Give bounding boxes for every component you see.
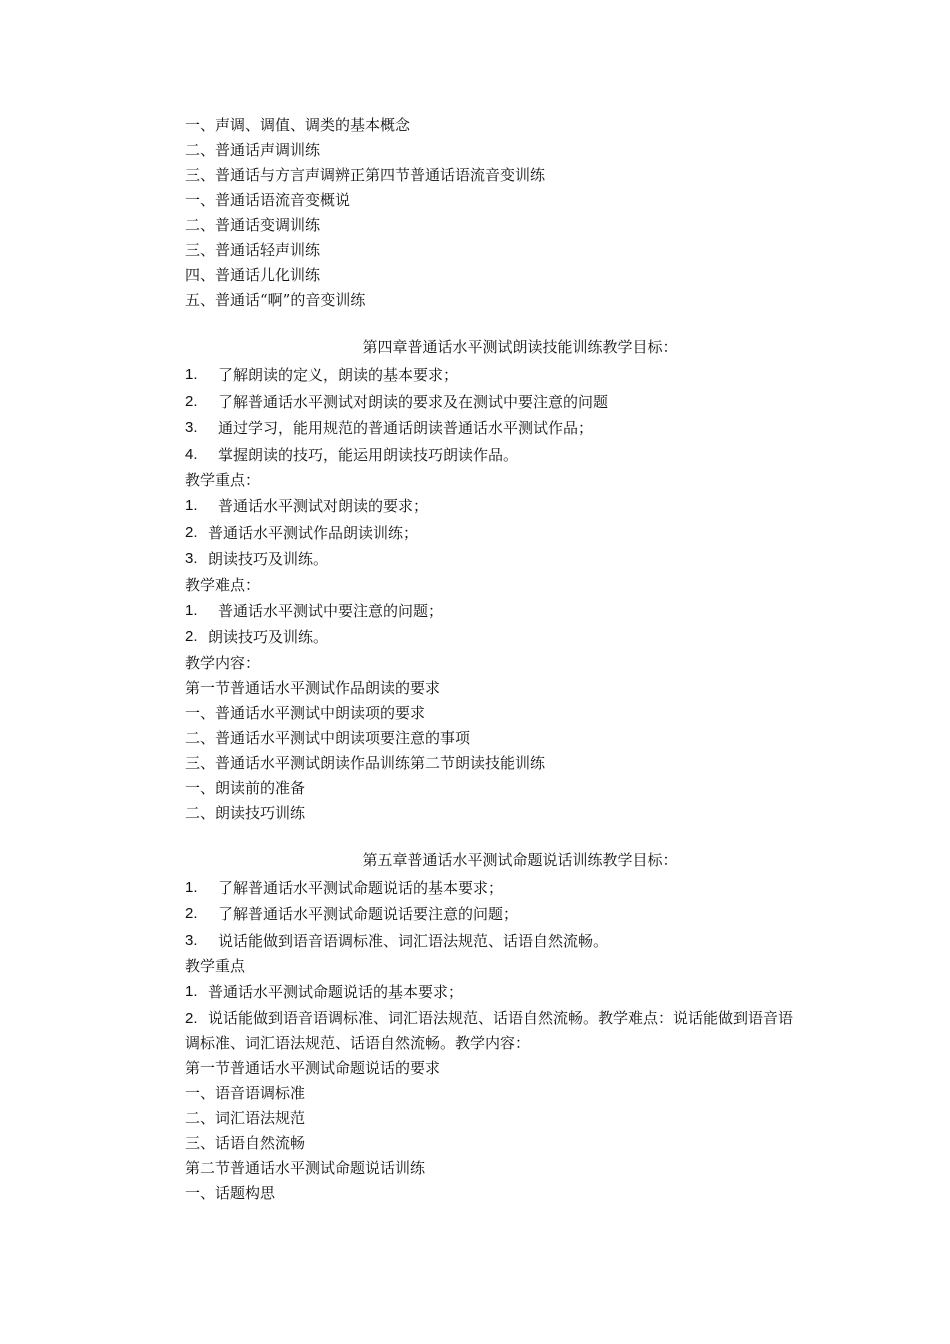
item-number: 2. xyxy=(185,905,198,922)
list-item: 第二节普通话水平测试命题说话训练 xyxy=(185,1158,426,1177)
item-text: 了解普通话水平测试命题说话要注意的问题； xyxy=(218,905,519,923)
list-item: 三、话语自然流畅 xyxy=(185,1133,306,1152)
chapter5-goals xyxy=(185,875,815,955)
list-item: 第一节普通话水平测试命题说话的要求 xyxy=(185,1058,441,1077)
item-text: 了解朗读的定义，朗读的基本要求； xyxy=(218,366,459,384)
item-number: 2. xyxy=(185,628,198,645)
list-item xyxy=(185,389,815,416)
list-item xyxy=(185,598,815,625)
list-item xyxy=(185,415,815,442)
list-item: 一、朗读前的准备 xyxy=(185,778,306,797)
list-item xyxy=(185,875,815,902)
item-text: 朗读技巧及训练。 xyxy=(208,550,329,568)
item-number: 4. xyxy=(185,445,198,463)
list-item: 一、声调、调值、调类的基本概念 xyxy=(185,116,411,134)
chapter4-goals xyxy=(185,362,815,468)
item-number: 3. xyxy=(185,419,198,436)
list-item xyxy=(185,546,815,573)
document-body xyxy=(185,113,815,1206)
item-text: 普通话水平测试作品朗读训练； xyxy=(208,523,419,542)
item-number: 2. xyxy=(185,392,198,410)
chapter4-key-points xyxy=(185,493,815,573)
wrapped-paragraph xyxy=(185,1006,805,1056)
key-points-label: 教学重点： xyxy=(185,471,261,489)
list-item: 一、语音语调标准 xyxy=(185,1083,306,1102)
list-item: 二、朗读技巧训练 xyxy=(185,803,306,822)
list-item xyxy=(185,624,815,651)
list-item xyxy=(185,901,815,928)
content-label: 教学内容： xyxy=(185,653,261,672)
section-a-list xyxy=(185,113,815,313)
list-item: 二、词汇语法规范 xyxy=(185,1108,306,1127)
list-item: 第一节普通话水平测试作品朗读的要求 xyxy=(185,678,441,697)
list-item xyxy=(185,928,815,955)
list-item: 三、普通话与方言声调辨正第四节普通话语流音变训练 xyxy=(185,166,546,184)
item-number: 1. xyxy=(185,878,198,896)
list-item: 二、普通话水平测试中朗读项要注意的事项 xyxy=(185,728,471,747)
list-item xyxy=(185,362,815,389)
chapter4-content xyxy=(185,676,815,826)
difficulty-label: 教学难点： xyxy=(185,575,261,594)
item-text: 朗读技巧及训练。 xyxy=(208,628,329,646)
list-item: 一、话题构思 xyxy=(185,1183,276,1202)
list-item: 五、普通话“啊”的音变训练 xyxy=(185,291,366,309)
list-item: 三、普通话轻声训练 xyxy=(185,241,321,259)
item-text: 通过学习，能用规范的普通话朗读普通话水平测试作品； xyxy=(218,419,594,437)
item-text: 说话能做到语音语调标准、词汇语法规范、话语自然流畅。教学难点：说话能做到语音语调标准、词汇语法规范、话语自然流畅。教学内容： xyxy=(185,1008,794,1052)
list-item xyxy=(185,979,815,1006)
chapter4-heading: 第四章普通话水平测试朗读技能训练教学目标： xyxy=(362,338,678,356)
list-item xyxy=(185,442,815,469)
item-number: 1. xyxy=(185,983,198,1000)
list-item xyxy=(185,520,815,547)
chapter5-content xyxy=(185,1056,815,1206)
list-item: 一、普通话水平测试中朗读项的要求 xyxy=(185,703,426,722)
item-number: 2. xyxy=(185,1009,198,1027)
list-item: 二、普通话声调训练 xyxy=(185,141,321,159)
item-number: 1. xyxy=(185,497,198,514)
item-text: 普通话水平测试命题说话的基本要求； xyxy=(208,983,464,1001)
list-item: 二、普通话变调训练 xyxy=(185,216,321,234)
item-text: 掌握朗读的技巧，能运用朗读技巧朗读作品。 xyxy=(218,445,519,464)
item-text: 了解普通话水平测试命题说话的基本要求； xyxy=(218,878,504,897)
item-number: 3. xyxy=(185,550,198,567)
item-number: 1. xyxy=(185,366,198,383)
key-points-label: 教学重点 xyxy=(185,957,246,975)
item-number: 3. xyxy=(185,931,198,949)
list-item xyxy=(185,493,815,520)
chapter5-heading: 第五章普通话水平测试命题说话训练教学目标： xyxy=(362,850,678,869)
item-number: 1. xyxy=(185,601,198,619)
list-item: 一、普通话语流音变概说 xyxy=(185,191,351,209)
item-text: 普通话水平测试对朗读的要求； xyxy=(218,497,429,515)
item-text: 了解普通话水平测试对朗读的要求及在测试中要注意的问题 xyxy=(218,392,609,411)
chapter4-difficulty-points xyxy=(185,598,815,651)
list-item: 三、普通话水平测试朗读作品训练第二节朗读技能训练 xyxy=(185,753,546,772)
item-text: 普通话水平测试中要注意的问题； xyxy=(218,601,444,620)
item-text: 说话能做到语音语调标准、词汇语法规范、话语自然流畅。 xyxy=(218,931,609,950)
item-number: 2. xyxy=(185,523,198,541)
list-item: 四、普通话儿化训练 xyxy=(185,266,321,284)
